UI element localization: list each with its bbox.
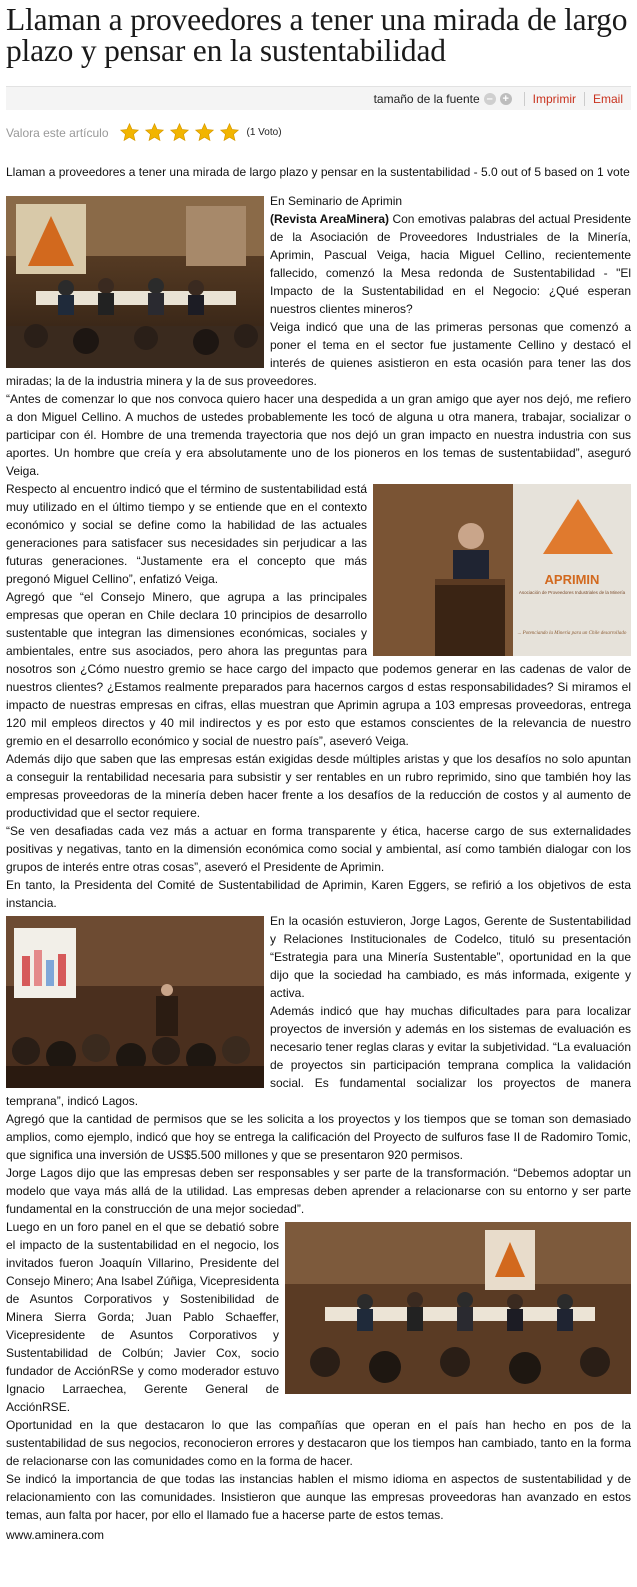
article-paragraph: En la ocasión estuvieron, Jorge Lagos, Gerente de Sustentabilidad y Relaciones Institucionales de Codelco, tituló su presentación “Estrategia para una Minería Sustentable”, oportunidad en la que dijo que la sociedad ha cambiado, es más informada, exigente y activa.	[270, 914, 631, 1000]
toolbar-divider	[584, 92, 585, 106]
rating-votes: (1 Voto)	[246, 127, 282, 138]
article-paragraph: En Seminario de Aprimin	[270, 194, 403, 208]
article-paragraph: Jorge Lagos dijo que las empresas deben ser responsables y ser parte de la transformación. “Debemos adoptar un modelo que vaya más allá de la utilidad. Las empresas deben aprender a relacionarse con su entorno y ser parte fundamental en la construcción de una mejor sociedad”.	[6, 1166, 631, 1216]
print-link[interactable]: Imprimir	[532, 91, 576, 106]
star-icon[interactable]	[219, 122, 240, 143]
banner-slogan: ... Potenciando la Minería para un Chile desarrollado	[517, 631, 627, 636]
toolbar-divider	[524, 92, 525, 106]
star-icon[interactable]	[194, 122, 215, 143]
rating-summary: Llaman a proveedores a tener una mirada de largo plazo y pensar en la sustentabilidad - 5.0 out of 5 based on 1 vote	[6, 165, 630, 179]
photo-audience-presentation	[6, 916, 264, 1088]
banner-brand: APRIMIN	[544, 572, 600, 587]
article-paragraph: Se indicó la importancia de que todas las instancias hablen el mismo idioma en aspectos de sustentabilidad y de relacionamiento con las comunidades. Insistieron que aunque las empresas proveedoras han avanzado en estos temas, aun falta por hacer, por ello el llamado fue a hacerse parte de estos temas.	[6, 1472, 631, 1522]
email-link[interactable]: Email	[592, 91, 623, 106]
banner-subtitle: Asociación de Proveedores Industriales de la Minería	[518, 590, 626, 595]
source-credit: www.aminera.com	[6, 1528, 105, 1542]
rating-stars[interactable]	[119, 122, 240, 143]
font-increase-icon[interactable]: +	[500, 93, 512, 105]
rating-bar	[6, 122, 631, 143]
article-title: Llaman a proveedores a tener una mirada de largo plazo y pensar en la sustentabilidad	[6, 2, 628, 68]
article-paragraph: Veiga indicó que una de las primeras personas que comenzó a poner el tema en el sector fue justamente Cellino y destacó el interés de quienes asistieron en esta ocasión para tener las dos miradas; la de la industria minera y la de sus proveedores.	[6, 320, 631, 388]
article-paragraph: “Se ven desafiadas cada vez más a actuar en forma transparente y ética, hacerse cargo de sus externalidades positivas y negativas, tanto en la dimensión económica como social y ambiental, así como también dialogar con los grupos de interés entre otras cosas”, aseveró el Presidente de Aprimin.	[6, 824, 631, 874]
photo-panel-roundtable	[6, 196, 264, 368]
article-paragraph: Además dijo que saben que las empresas están exigidas desde múltiples aristas y que los desafíos no solo apuntan a conseguir la rentabilidad necesaria para subsistir y ser rentables en un rubro reprimido, sino que también hoy las empresas proveedoras de la minería deben hacer frente a los desafíos de la reducción de costos y al aumento de productividad que el sector requiere.	[6, 752, 631, 820]
font-size-label: tamaño de la fuente	[373, 91, 480, 106]
photo-forum-panel	[285, 1222, 631, 1394]
paragraph-text: Con emotivas palabras del actual Presidente de la Asociación de Proveedores Industriales de la Minería, Aprimin, Pascual Veiga, hacia Miguel Cellino, recientemente fallecido, comenzó la Mesa redonda de Sustentabilidad - "El Impacto de la Sustentabilidad en el Negocio: ¿Qué esperan nuestros clientes mineros?	[270, 212, 632, 316]
star-icon[interactable]	[119, 122, 140, 143]
article-body	[6, 192, 631, 1544]
rating-label: Valora este artículo	[6, 125, 109, 140]
article-paragraph: Luego en un foro panel en el que se debatió sobre el impacto de la sustentabilidad en el negocio, los invitados fueron Joaquín Villarino, Presidente del Consejo Minero; Ana Isabel Zúñiga, Vicepresidenta de Asuntos Corporativos y Sostenibilidad de Minera Sierra Gorda; Juan Pablo Schaeffer, Vicepresidente de Asuntos Corporativos y Sustentabilidad de Colbún; Javier Cox, socio fundador de AcciónRSe y como moderador estuvo Ignacio Larraechea, Gerente General de AcciónRSE.	[6, 1220, 279, 1414]
article-toolbar	[6, 86, 631, 110]
article-paragraph: Respecto al encuentro indicó que el término de sustentabilidad está muy utilizado en el último tiempo y se entiende que en el contexto económico y social se define como la habilidad de las actuales generaciones para satisfacer sus necesidades sin perjudicar a las futuras generaciones. “Justamente era el concepto que más pregonó Miguel Cellino”, enfatizó Veiga.	[6, 482, 367, 586]
star-icon[interactable]	[169, 122, 190, 143]
source-label: (Revista AreaMinera)	[270, 212, 390, 226]
font-decrease-icon[interactable]: –	[484, 93, 496, 105]
article-paragraph: Oportunidad en la que destacaron lo que las compañías que operan en el país han hecho en pos de la sustentabilidad de sus negocios, reconocieron errores y destacaron que los tiempos han cambiado, tanto en la forma de relacionarse con las comunidades como en la forma de hacer.	[6, 1418, 631, 1468]
article-paragraph: “Antes de comenzar lo que nos convoca quiero hacer una despedida a un gran amigo que ayer nos dejó, me refiero a don Miguel Cellino. A muchos de ustedes probablemente les tocó de alguna u otra manera, trabajar, socializar o participar con él. Hombre de una tremenda trayectoria que nos dejó un gran impacto en nuestra industria con sus aportes. Un hombre que creía y era absolutamente uno de los pioneros en los temas de sustentabiidad”, aseguró Veiga.	[6, 392, 631, 478]
article-paragraph: Agregó que “el Consejo Minero, que agrupa a las principales empresas que operan en Chile declara 10 principios de desarrollo sustentable que integran las dimensiones económicas, sociales y ambientales, entre sus asociados, pero ahora las preguntas para nosotros son ¿Cómo nuestro gremio se hace cargo del impacto que podemos generar en las cadenas de valor de nuestros clientes? ¿Estamos realmente preparados para hacernos cargos d estas responsabilidades? Si miramos el impacto de nuestras empresas en cifras, ellas muestran que Aprimin agrupa a 103 empresas proveedoras, entrega 120 mil empleos directos y 40 mil indirectos y es por esto que estamos conscientes de la relevancia de nuestro gremio en el desarrollo económico y social de nuestro país”, aseveró Veiga.	[6, 590, 631, 748]
star-icon[interactable]	[144, 122, 165, 143]
article-paragraph: Agregó que la cantidad de permisos que se les solicita a los proyectos y los tiempos que se toman son demasiado amplios, como ejemplo, indicó que hoy se entrega la calificación del Proyecto de sulfuros fase II de Radomiro Tomic, que significa una inversión de US$5.500 millones y que se presentaron 920 permisos.	[6, 1112, 631, 1162]
article-paragraph: En tanto, la Presidenta del Comité de Sustentabilidad de Aprimin, Karen Eggers, se refirió a los objetivos de esta instancia.	[6, 878, 631, 910]
article-paragraph: Además indicó que hay muchas dificultades para para localizar proyectos de inversión y además en los sistemas de evaluación es necesario tener reglas claras y evitar la subjetividad. “La evaluación de proyectos sin participación temprana complica la validación social. Es fundamental socializar los proyectos de manera temprana”, indicó Lagos.	[6, 1004, 631, 1108]
photo-speaker-podium	[373, 484, 631, 656]
